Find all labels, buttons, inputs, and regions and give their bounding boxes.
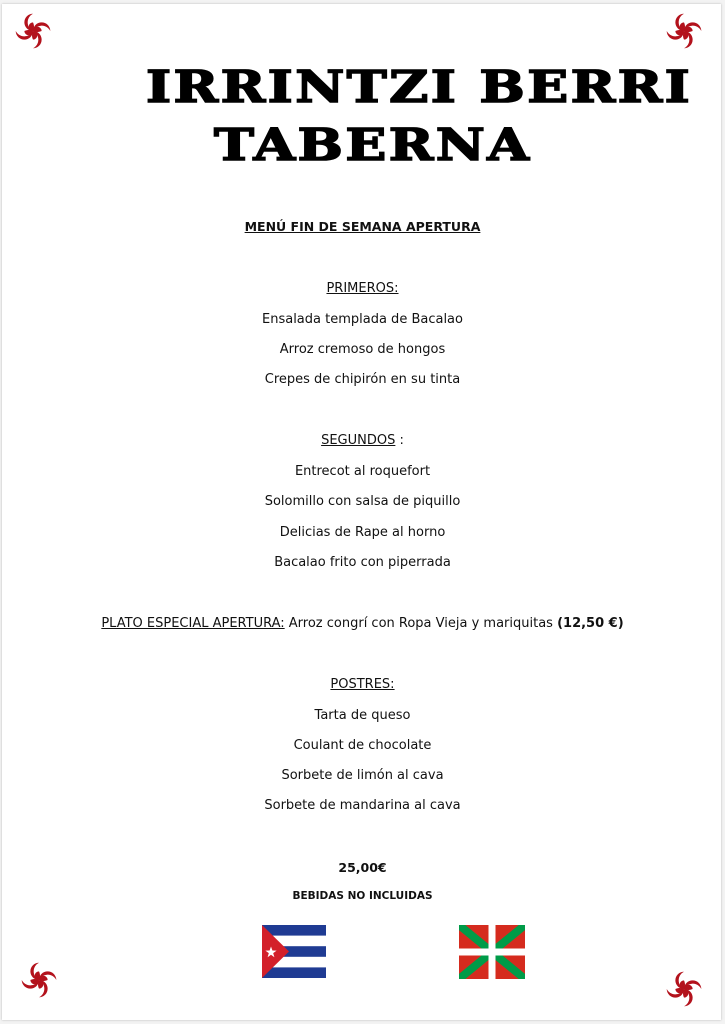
- cuba-flag: [262, 925, 326, 978]
- segundos-heading-label: SEGUNDOS: [321, 433, 396, 448]
- primeros-heading: PRIMEROS:: [326, 281, 399, 296]
- postres-heading: POSTRES:: [330, 677, 395, 692]
- menu-price: 25,00€: [338, 860, 387, 875]
- restaurant-name-line2: TABERNA: [214, 120, 532, 171]
- lauburu-icon: [666, 971, 702, 1007]
- primeros-item: Crepes de chipirón en su tinta: [264, 372, 461, 387]
- lauburu-icon: [21, 962, 57, 998]
- segundos-item: Bacalao frito con piperrada: [274, 555, 451, 570]
- segundos-heading: [0, 433, 725, 448]
- special-dish-price: (12,50 €): [557, 616, 624, 631]
- lauburu-icon: [15, 13, 51, 49]
- segundos-item: Solomillo con salsa de piquillo: [264, 494, 461, 509]
- segundos-heading-colon: :: [395, 433, 404, 448]
- postres-item: Tarta de queso: [314, 708, 411, 723]
- postres-item: Sorbete de limón al cava: [281, 768, 444, 783]
- menu-title: MENÚ FIN DE SEMANA APERTURA: [244, 219, 481, 234]
- primeros-item: Arroz cremoso de hongos: [279, 342, 446, 357]
- segundos-item: Entrecot al roquefort: [294, 464, 431, 479]
- special-dish-name: Arroz congrí con Ropa Vieja y mariquitas: [284, 616, 558, 631]
- special-dish-label: PLATO ESPECIAL APERTURA:: [101, 616, 285, 631]
- primeros-item: Ensalada templada de Bacalao: [262, 312, 463, 327]
- postres-item: Coulant de chocolate: [293, 738, 432, 753]
- segundos-item: Delicias de Rape al horno: [279, 525, 446, 540]
- lauburu-icon: [666, 13, 702, 49]
- special-dish: [0, 616, 725, 631]
- drinks-note: BEBIDAS NO INCLUIDAS: [292, 890, 433, 902]
- postres-item: Sorbete de mandarina al cava: [264, 798, 461, 813]
- ikurrina-flag: [459, 925, 525, 979]
- restaurant-name-line1: IRRINTZI BERRI: [146, 62, 693, 113]
